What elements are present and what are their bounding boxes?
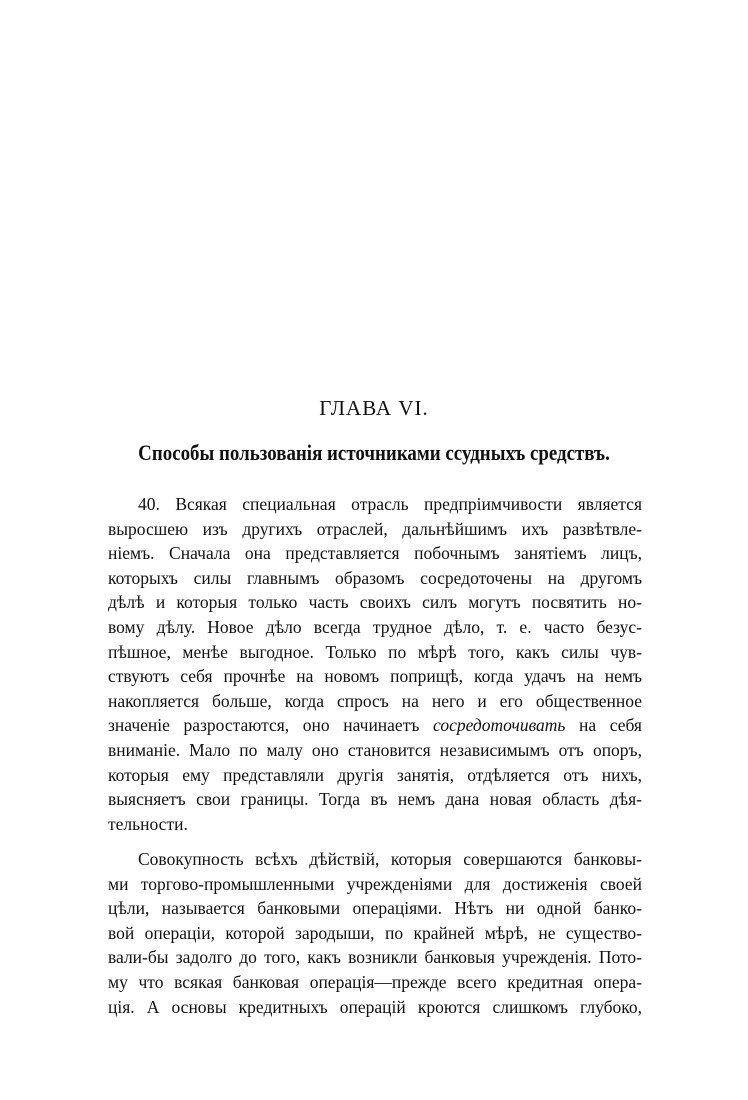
chapter-heading: ГЛАВА VI.	[319, 396, 429, 420]
text-line: Совокупность всѣхъ дѣйствій, которыя совершаются банковы-	[138, 849, 642, 869]
text-line: цѣли, называется банковыми операціями. Нѣтъ ни одной банко-	[108, 898, 642, 919]
text-line: вниманіе. Мало по малу оно становится независимымъ отъ опоръ,	[108, 739, 642, 760]
emphasized-word: сосредоточивать	[433, 715, 566, 736]
text-line: пѣшное, менѣе выгодное. Только по мѣрѣ того, какъ силы чув-	[108, 641, 642, 662]
text-line: ствуютъ себя прочнѣе на новомъ поприщѣ, когда удачъ на немъ	[108, 666, 642, 687]
text-line: которыя ему представляли другія занятія, отдѣляется отъ нихъ,	[108, 764, 642, 785]
paragraph-1	[108, 492, 642, 836]
text-line: выросшею изъ другихъ отраслей, дальнѣйшимъ ихъ развѣтвле-	[108, 518, 642, 539]
text-line: ція. А основы кредитныхъ операцій кроются слишкомъ глубоко,	[108, 996, 642, 1017]
text-line: вали-бы задолго до того, какъ возникли банковыя учрежденія. Пото-	[108, 947, 642, 968]
text-line: которыхъ силы главнымъ образомъ сосредоточены на другомъ	[108, 567, 642, 588]
chapter-title: Способы пользованія источниками ссудныхъ средствъ.	[138, 440, 610, 465]
text-line-with-emphasis	[108, 713, 642, 738]
paragraph-2	[108, 847, 642, 1019]
text-line: тельности.	[108, 813, 188, 834]
text-line: му что всякая банковая операція—прежде всего кредитная опера-	[108, 971, 642, 992]
text-line: ми торгово-промышленными учрежденіями для достиженія своей	[108, 873, 642, 894]
text-line: 40. Всякая специальная отрасль предпріимчивости является	[138, 494, 642, 514]
text-segment: на себя	[565, 715, 642, 736]
text-line: накопляется больше, когда спросъ на него и его общественное	[108, 690, 642, 711]
text-line: вому дѣлу. Новое дѣло всегда трудное дѣло, т. е. часто безус-	[108, 616, 642, 637]
text-line: выясняетъ свои границы. Тогда въ немъ дана новая область дѣя-	[108, 789, 642, 810]
text-line: дѣлѣ и которыя только часть своихъ силъ могутъ посвятить но-	[108, 592, 642, 613]
text-line: ніемъ. Сначала она представляется побочнымъ занятіемъ лицъ,	[108, 543, 642, 564]
text-line: вой операціи, которой зародыши, по крайней мѣрѣ, не существо-	[108, 922, 642, 943]
text-segment: значеніе разростаются, оно начинаетъ	[108, 715, 433, 736]
